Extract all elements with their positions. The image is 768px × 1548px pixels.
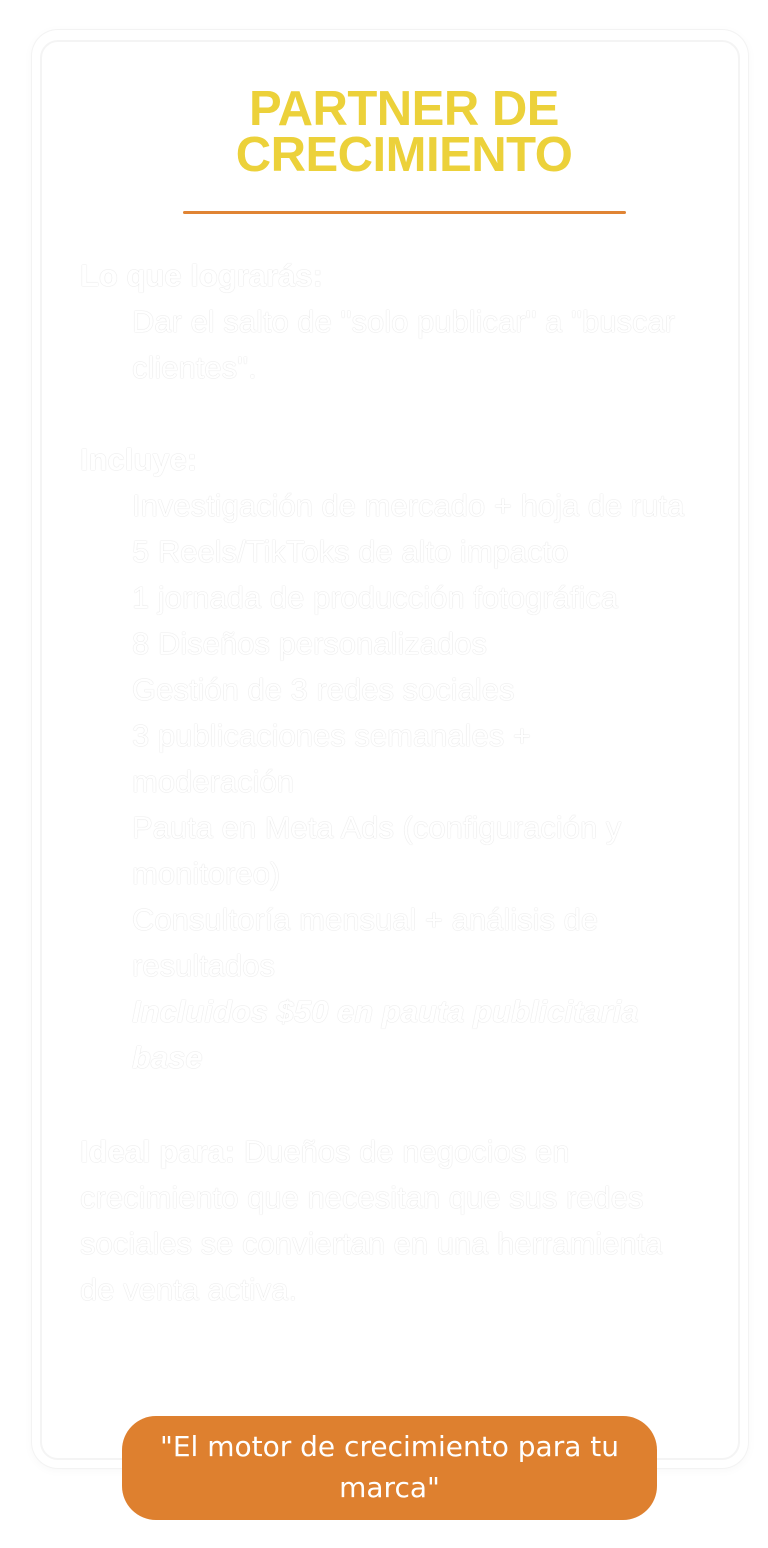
includes-list <box>80 483 700 1081</box>
achieve-list <box>80 299 700 391</box>
plan-title <box>40 82 768 182</box>
cta-button[interactable] <box>122 1416 657 1520</box>
cta-label: "El motor de crecimiento para tu marca" <box>159 1430 620 1504</box>
ideal-for-text <box>80 1127 700 1313</box>
section-gap <box>80 391 700 437</box>
section-gap <box>80 1081 700 1127</box>
includes-item-consulting: • Consultoría mensual + análisis de resultados <box>130 897 700 989</box>
achieve-heading: Lo que lograrás: <box>80 258 323 293</box>
plan-content <box>80 253 700 1313</box>
plan-title-line-2: CRECIMIENTO <box>235 128 573 182</box>
includes-item-meta-ads: • Pauta en Meta Ads (configuración y monitoreo) <box>130 805 700 897</box>
includes-item-designs: • 8 Diseños personalizados <box>130 621 700 667</box>
includes-item-reels: • 5 Reels/TikToks de alto impacto <box>130 529 700 575</box>
includes-item-photo: • 1 jornada de producción fotográfica <box>130 575 700 621</box>
includes-heading: Incluye: <box>80 442 198 477</box>
title-divider <box>183 211 626 214</box>
ideal-for-lead: Ideal para: <box>80 1134 236 1169</box>
includes-item-ad-budget: • Incluidos $50 en pauta publicitaria base <box>130 989 700 1081</box>
plan-title-line-1: PARTNER DE <box>249 82 559 136</box>
includes-item-social: • Gestión de 3 redes sociales <box>130 667 700 713</box>
includes-item-research: • Investigación de mercado + hoja de ruta <box>130 483 700 529</box>
includes-item-posts: • 3 publicaciones semanales + moderación <box>130 713 700 805</box>
ideal-for-description: Dueños de negocios en crecimiento que necesitan que sus redes sociales se conviertan en una herramienta de venta activa. <box>80 1134 663 1307</box>
achieve-item: • Dar el salto de "solo publicar" a "buscar clientes". <box>130 299 700 391</box>
